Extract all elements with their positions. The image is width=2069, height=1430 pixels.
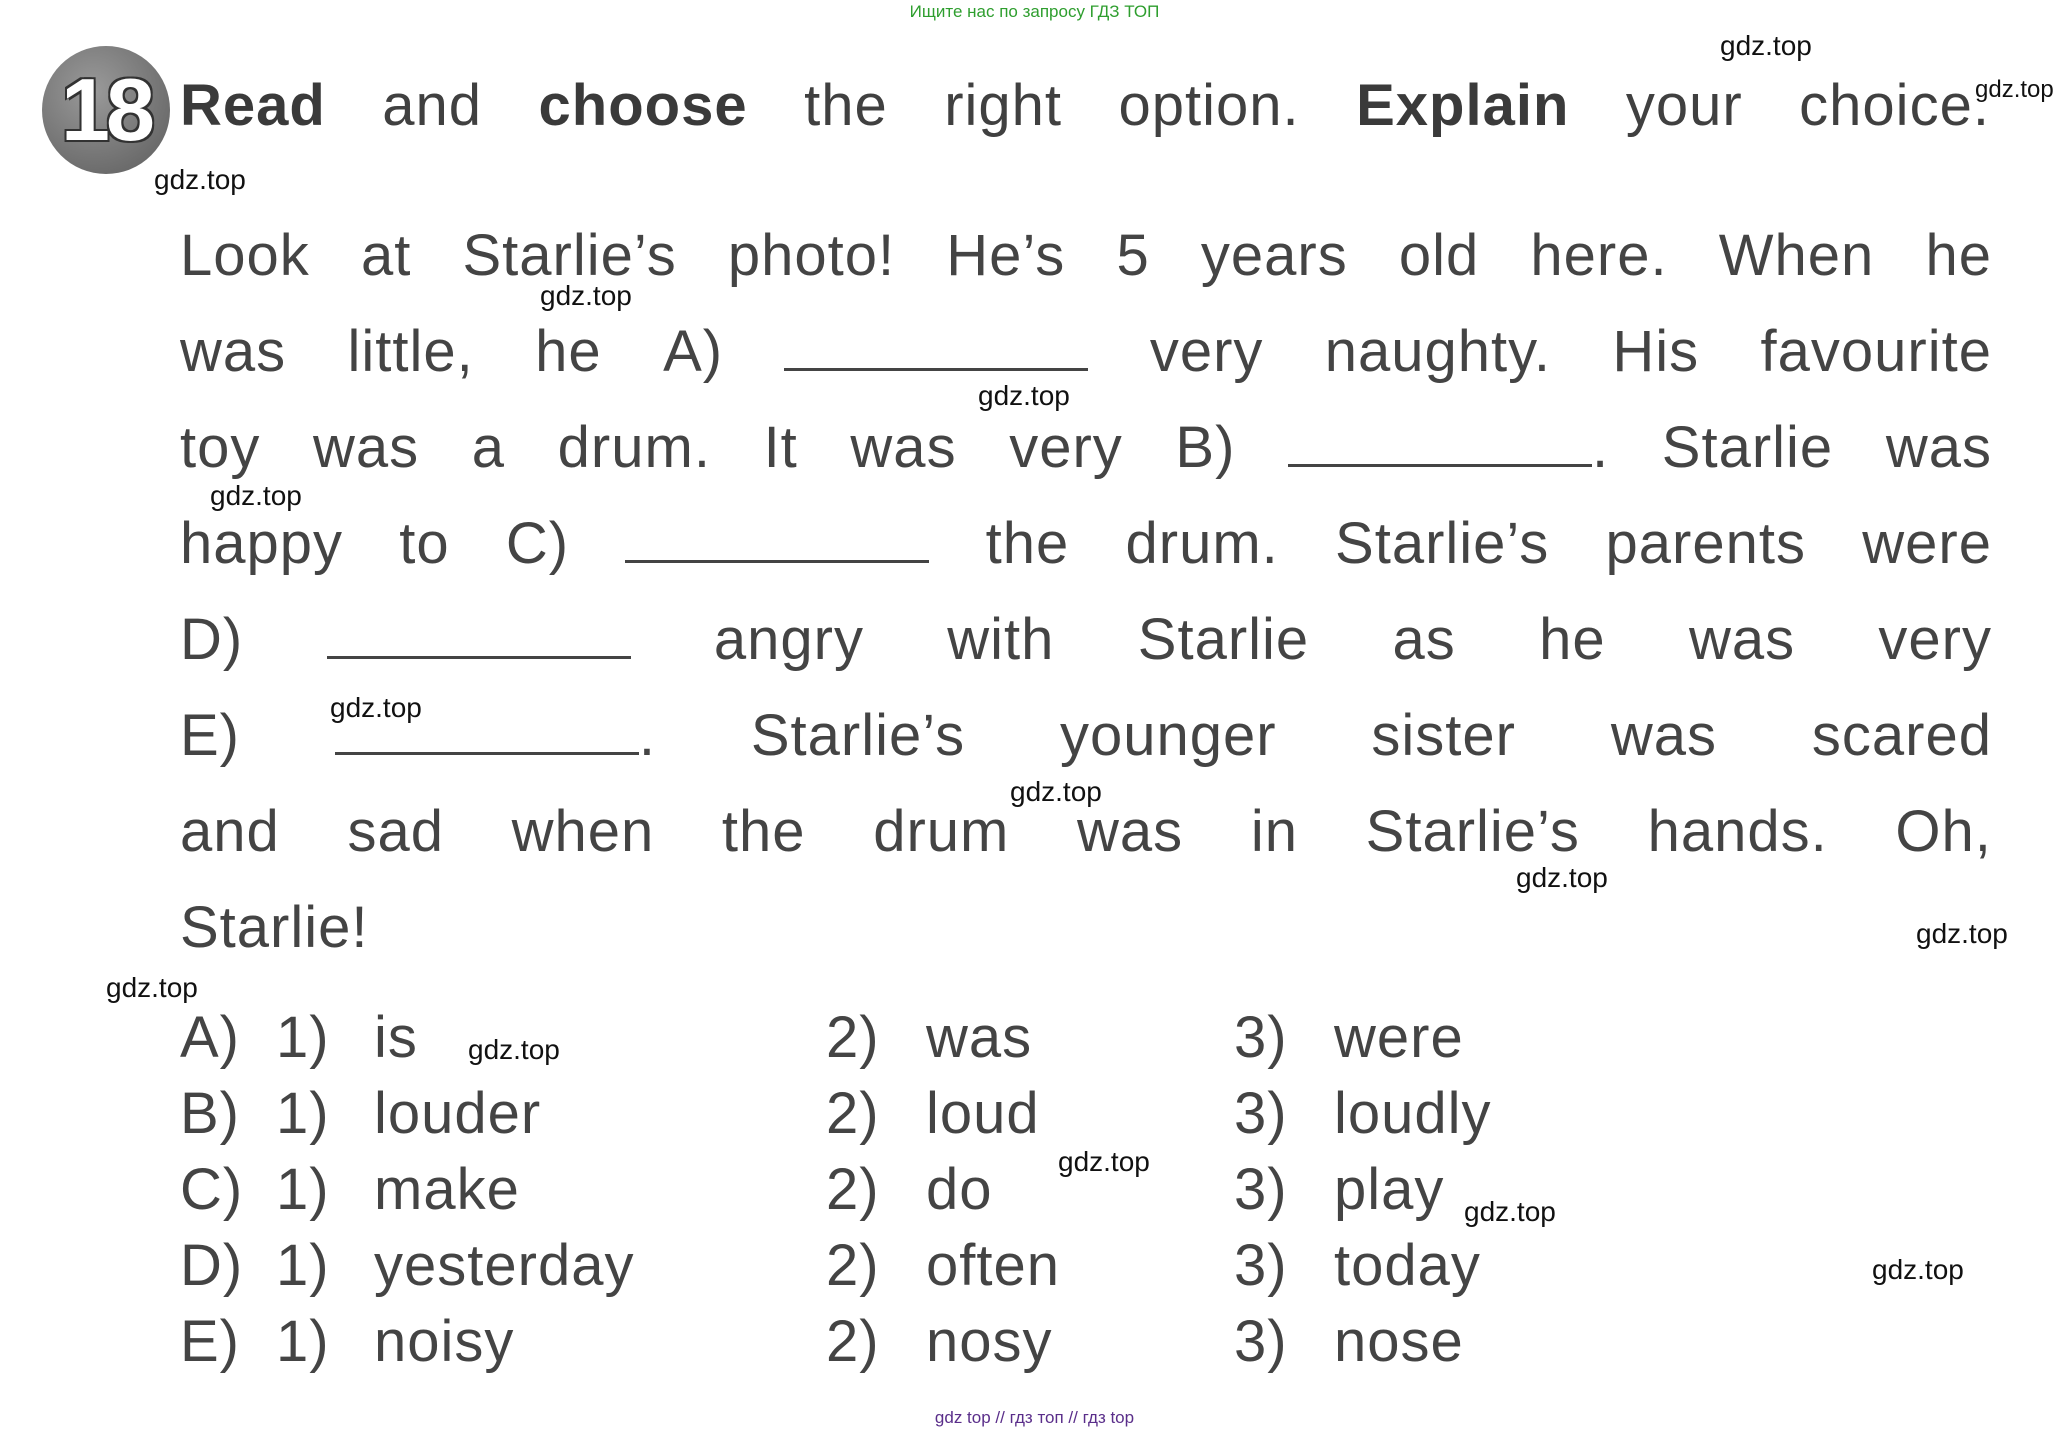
word: It — [763, 415, 798, 480]
word: was — [1077, 799, 1184, 864]
word: His — [1612, 319, 1700, 384]
option-choice[interactable]: loud — [926, 1081, 1040, 1146]
word: younger — [1059, 703, 1277, 768]
exercise-number-badge — [42, 46, 170, 174]
answer-blank-c[interactable] — [625, 520, 929, 563]
word: favourite — [1760, 319, 1992, 384]
word: here. — [1530, 223, 1668, 288]
option-choice[interactable]: make — [374, 1157, 520, 1222]
option-number: 1) — [276, 1309, 330, 1374]
word: naughty. — [1324, 319, 1551, 384]
word: he — [1539, 607, 1606, 672]
watermark: gdz.top — [1010, 776, 1102, 807]
word: Starlie — [1137, 607, 1310, 672]
word: and — [180, 799, 280, 864]
option-number: 2) — [826, 1233, 880, 1298]
word: Starlie — [1661, 415, 1834, 480]
top-search-note: Ищите нас по запросу ГДЗ ТОП — [909, 2, 1160, 21]
word: drum — [873, 799, 1010, 864]
word: happy — [180, 511, 344, 576]
text-line — [180, 606, 1992, 673]
option-number: 1) — [276, 1233, 330, 1298]
word: was — [1610, 703, 1718, 768]
watermark: gdz.top — [1464, 1196, 1556, 1227]
instruction-word: your — [1625, 73, 1743, 138]
watermark: gdz.top — [468, 1034, 560, 1065]
word: was — [1688, 607, 1796, 672]
option-choice[interactable]: play — [1334, 1157, 1445, 1222]
option-number: 3) — [1234, 1157, 1288, 1222]
option-number: 2) — [826, 1157, 880, 1222]
option-choice[interactable]: nosy — [926, 1309, 1053, 1374]
word: Look — [180, 223, 310, 288]
option-choice[interactable]: were — [1334, 1005, 1464, 1070]
watermark: gdz.top — [154, 164, 246, 195]
word: very — [1009, 415, 1123, 480]
answer-blank-b[interactable] — [1288, 424, 1592, 467]
text-line — [180, 798, 1992, 865]
word: When — [1718, 223, 1875, 288]
watermark: gdz.top — [106, 972, 198, 1003]
word: Starlie’s — [1335, 511, 1550, 576]
option-choice[interactable]: louder — [374, 1081, 542, 1146]
word: drum. — [557, 415, 711, 480]
option-number: 3) — [1234, 1081, 1288, 1146]
gap-label: C) — [505, 511, 570, 576]
option-choice[interactable]: loudly — [1334, 1081, 1492, 1146]
word: when — [511, 799, 655, 864]
instruction-word: Read — [180, 73, 326, 138]
option-choice[interactable]: noisy — [374, 1309, 515, 1374]
word: a — [471, 415, 506, 480]
watermark: gdz.top — [330, 692, 422, 723]
text-line — [180, 510, 1992, 577]
option-number: 1) — [276, 1081, 330, 1146]
word: old — [1398, 223, 1480, 288]
gap-label: A) — [663, 319, 724, 384]
text-line — [180, 318, 1992, 385]
gap-label: B) — [1175, 415, 1236, 480]
punctuation: . — [638, 703, 656, 768]
word: in — [1250, 799, 1298, 864]
option-choice[interactable]: often — [926, 1233, 1060, 1298]
instruction-word: right — [944, 73, 1063, 138]
word: as — [1392, 607, 1456, 672]
word: Starlie! — [180, 895, 369, 960]
word: Starlie’s — [750, 703, 966, 768]
option-number: 2) — [826, 1309, 880, 1374]
word: very — [1878, 607, 1992, 672]
option-choice[interactable]: nose — [1334, 1309, 1464, 1374]
word: drum. — [1125, 511, 1279, 576]
word: Oh, — [1895, 799, 1992, 864]
instruction-word: option. — [1118, 73, 1300, 138]
word: sister — [1371, 703, 1516, 768]
gap-label: D) — [180, 607, 244, 672]
instruction-word: choose — [538, 73, 748, 138]
word: very — [1149, 319, 1264, 384]
word: hands. — [1647, 799, 1828, 864]
word: Starlie’s — [462, 223, 677, 288]
option-letter: B) — [180, 1081, 240, 1146]
word: he — [1925, 223, 1992, 288]
word: years — [1200, 223, 1348, 288]
watermark: gdz.top — [210, 480, 302, 511]
option-number: 1) — [276, 1157, 330, 1222]
word: he — [535, 319, 602, 384]
watermark: gdz.top — [1058, 1146, 1150, 1177]
word: toy — [180, 415, 261, 480]
option-letter: C) — [180, 1157, 244, 1222]
text-line — [180, 894, 1992, 961]
punctuation: . — [1592, 415, 1610, 480]
instruction-word: the — [804, 73, 888, 138]
word: sad — [347, 799, 444, 864]
word: was — [313, 415, 420, 480]
watermark: gdz.top — [978, 380, 1070, 411]
option-number: 3) — [1234, 1005, 1288, 1070]
option-letter: A) — [180, 1005, 240, 1070]
word: were — [1862, 511, 1992, 576]
instruction-word: choice. — [1799, 73, 1990, 138]
option-choice[interactable]: was — [926, 1005, 1033, 1070]
exercise-number: 18 — [61, 60, 151, 159]
word: photo! — [727, 223, 896, 288]
option-choice[interactable]: is — [374, 1005, 418, 1070]
option-number: 3) — [1234, 1309, 1288, 1374]
option-number: 1) — [276, 1005, 330, 1070]
option-choice[interactable]: yesterday — [374, 1233, 635, 1298]
watermark: gdz.top — [1975, 76, 2054, 103]
option-number: 2) — [826, 1081, 880, 1146]
word: was — [1885, 415, 1992, 480]
text-line — [180, 702, 1992, 769]
word: at — [360, 223, 412, 288]
word: the — [721, 799, 806, 864]
watermark: gdz.top — [1720, 30, 1812, 61]
text-line — [180, 222, 1992, 289]
word: was — [850, 415, 957, 480]
text-line — [180, 414, 1992, 481]
watermark: gdz.top — [540, 280, 632, 311]
option-number: 3) — [1234, 1233, 1288, 1298]
option-choice[interactable]: do — [926, 1157, 993, 1222]
word: Starlie’s — [1365, 799, 1580, 864]
word: little, — [347, 319, 474, 384]
word: was — [180, 319, 287, 384]
watermark: gdz.top — [1516, 862, 1608, 893]
watermark: gdz.top — [1916, 918, 2008, 949]
word: the — [985, 511, 1070, 576]
word: with — [947, 607, 1055, 672]
instruction-word: and — [382, 73, 483, 138]
exercise-instruction — [180, 72, 1990, 139]
answer-blank-a[interactable] — [784, 328, 1088, 371]
word: to — [399, 511, 450, 576]
instruction-word: Explain — [1356, 73, 1570, 138]
option-choice[interactable]: today — [1334, 1233, 1481, 1298]
word: He’s — [946, 223, 1066, 288]
word: 5 — [1116, 223, 1150, 288]
gap-label: E) — [180, 703, 240, 768]
word: scared — [1811, 703, 1992, 768]
word: parents — [1605, 511, 1806, 576]
option-letter: E) — [180, 1309, 240, 1374]
option-number: 2) — [826, 1005, 880, 1070]
word: angry — [713, 607, 864, 672]
footer-note: gdz top // гдз топ // гдз top — [934, 1408, 1135, 1427]
option-letter: D) — [180, 1233, 244, 1298]
watermark: gdz.top — [1872, 1254, 1964, 1285]
answer-blank-d[interactable] — [327, 616, 631, 659]
